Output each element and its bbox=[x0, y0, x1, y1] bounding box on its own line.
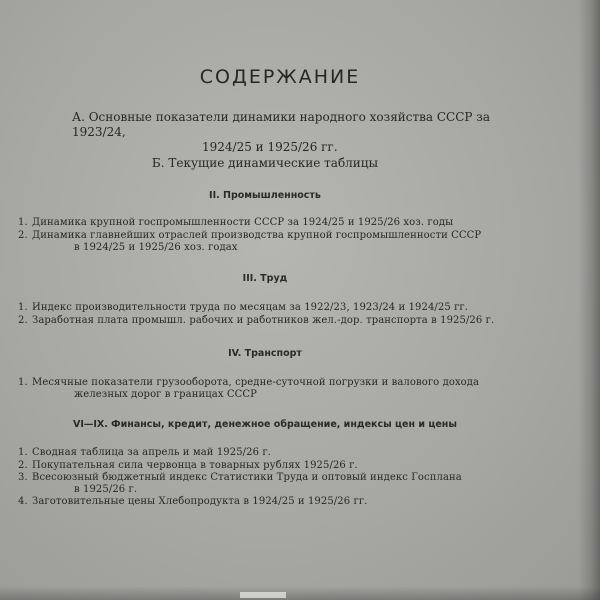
entry-text: Индекс производительности труда по месяцам за 1922/23, 1923/24 и 1924/25 гг. bbox=[32, 302, 469, 313]
entry-number: 1. bbox=[18, 447, 28, 458]
entry-number: 1. bbox=[18, 302, 28, 313]
group-heading-industry: II. Промышленность bbox=[209, 190, 321, 201]
toc-entry bbox=[18, 447, 271, 459]
section-a-heading bbox=[72, 110, 542, 155]
entry-number: 1. bbox=[18, 377, 28, 388]
entry-number: 3. bbox=[18, 472, 28, 483]
entry-number: 2. bbox=[18, 460, 28, 471]
group-heading-transport: IV. Транспорт bbox=[228, 348, 302, 359]
toc-entry bbox=[18, 217, 453, 229]
entry-text-continued: в 1925/26 г. bbox=[74, 484, 138, 495]
toc-entry bbox=[18, 460, 358, 472]
entry-text: Всесоюзный бюджетный индекс Статистики Труда и оптовый индекс Госплана bbox=[32, 472, 462, 483]
entry-number: 2. bbox=[18, 315, 28, 326]
entry-text: Заработная плата промышл. рабочих и работников жел.-дор. транспорта в 1925/26 г. bbox=[32, 315, 495, 326]
group-heading-labor: III. Труд bbox=[242, 273, 288, 284]
entry-text: Покупательная сила червонца в товарных рублях 1925/26 г. bbox=[32, 460, 358, 471]
entry-text: Динамика крупной госпромышленности СССР за 1924/25 и 1925/26 хоз. годы bbox=[32, 217, 454, 228]
entry-text-continued: в 1924/25 и 1925/26 хоз. годах bbox=[74, 242, 238, 253]
entry-text: Месячные показатели грузооборота, средне-суточной погрузки и валового дохода bbox=[32, 377, 480, 388]
section-a-line-1: А. Основные показатели динамики народного хозяйства СССР за 1923/24, bbox=[72, 110, 490, 139]
entry-text: Заготовительные цены Хлебопродукта в 1924/25 и 1925/26 гг. bbox=[32, 496, 368, 507]
page-shadow-bottom bbox=[0, 586, 600, 600]
section-b-heading: Б. Текущие динамические таблицы bbox=[151, 156, 379, 170]
toc-entry bbox=[18, 472, 462, 496]
entry-text: Сводная таблица за апрель и май 1925/26 г. bbox=[32, 447, 271, 458]
page-title: СОДЕРЖАНИЕ bbox=[199, 66, 361, 88]
entry-number: 2. bbox=[18, 230, 28, 241]
section-a-line-2: 1924/25 и 1925/26 гг. bbox=[202, 140, 338, 154]
toc-entry bbox=[18, 496, 367, 508]
page-edge-mark bbox=[240, 592, 286, 598]
entry-number: 1. bbox=[18, 217, 28, 228]
entry-number: 4. bbox=[18, 496, 28, 507]
page-shadow-right bbox=[578, 0, 600, 600]
group-heading-finance: VI—IX. Финансы, кредит, денежное обращение, индексы цен и цены bbox=[73, 419, 457, 430]
toc-entry bbox=[18, 377, 479, 401]
entry-text-continued: железных дорог в границах СССР bbox=[74, 389, 257, 400]
toc-entry bbox=[18, 302, 468, 314]
entry-text: Динамика главнейших отраслей производства крупной госпромышленности СССР bbox=[32, 230, 482, 241]
toc-entry bbox=[18, 315, 494, 327]
toc-entry bbox=[18, 230, 481, 254]
